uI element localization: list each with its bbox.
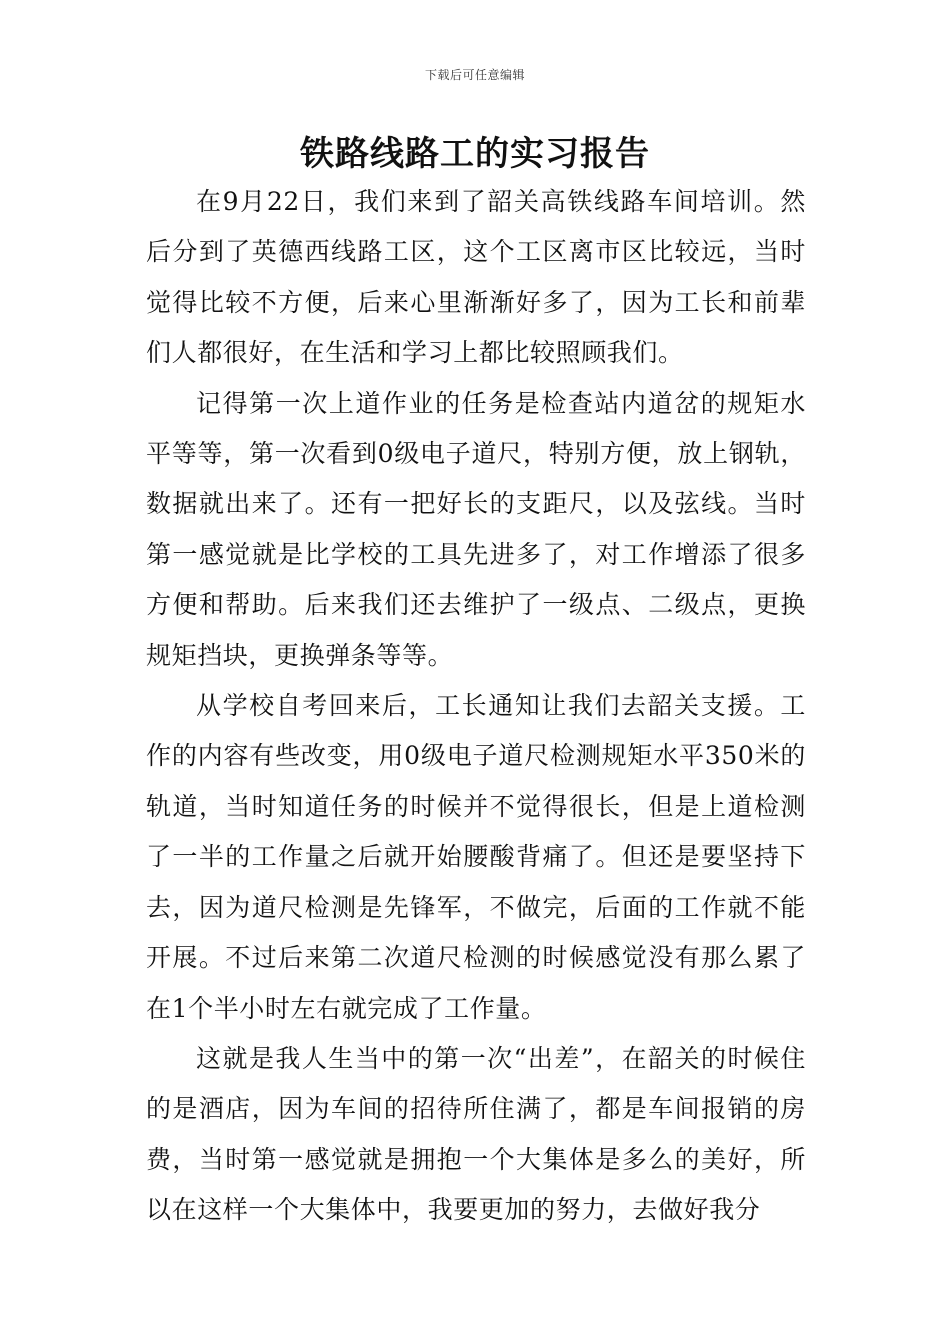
paragraph-4: 这就是我人生当中的第一次“出差”，在韶关的时候住的是酒店，因为车间的招待所住满了，都是车间报销的房费，当时第一感觉就是拥抱一个大集体是多么的美好，所以在这样一个大集体中，我要更加的努力，去做好我分 (146, 1043, 806, 1225)
paragraph-3: 从学校自考回来后，工长通知让我们去韶关支援。工作的内容有些改变，用0级电子道尺检测规矩水平350米的轨道，当时知道任务的时候并不觉得很长，但是上道检测了一半的工作量之后就开始腰酸背痛了。但还是要坚持下去，因为道尺检测是先锋军，不做完，后面的工作就不能开展。不过后来第二次道尺检测的时候感觉没有那么累了在1个半小时左右就完成了工作量。 (146, 691, 806, 1023)
document-body (146, 177, 806, 1236)
paragraph-2: 记得第一次上道作业的任务是检查站内道岔的规矩水平等等，第一次看到0级电子道尺，特别方便，放上钢轨，数据就出来了。还有一把好长的支距尺，以及弦线。当时第一感觉就是比学校的工具先进多了，对工作增添了很多方便和帮助。后来我们还去维护了一级点、二级点，更换规矩挡块，更换弹条等等。 (146, 388, 806, 670)
header-note: 下载后可任意编辑 (424, 68, 525, 82)
paragraph-1: 在9月22日，我们来到了韶关高铁线路车间培训。然后分到了英德西线路工区，这个工区离市区比较远，当时觉得比较不方便，后来心里渐渐好多了，因为工长和前辈们人都很好，在生活和学习上都比较照顾我们。 (146, 187, 806, 368)
document-title: 铁路线路工的实习报告 (300, 134, 650, 174)
